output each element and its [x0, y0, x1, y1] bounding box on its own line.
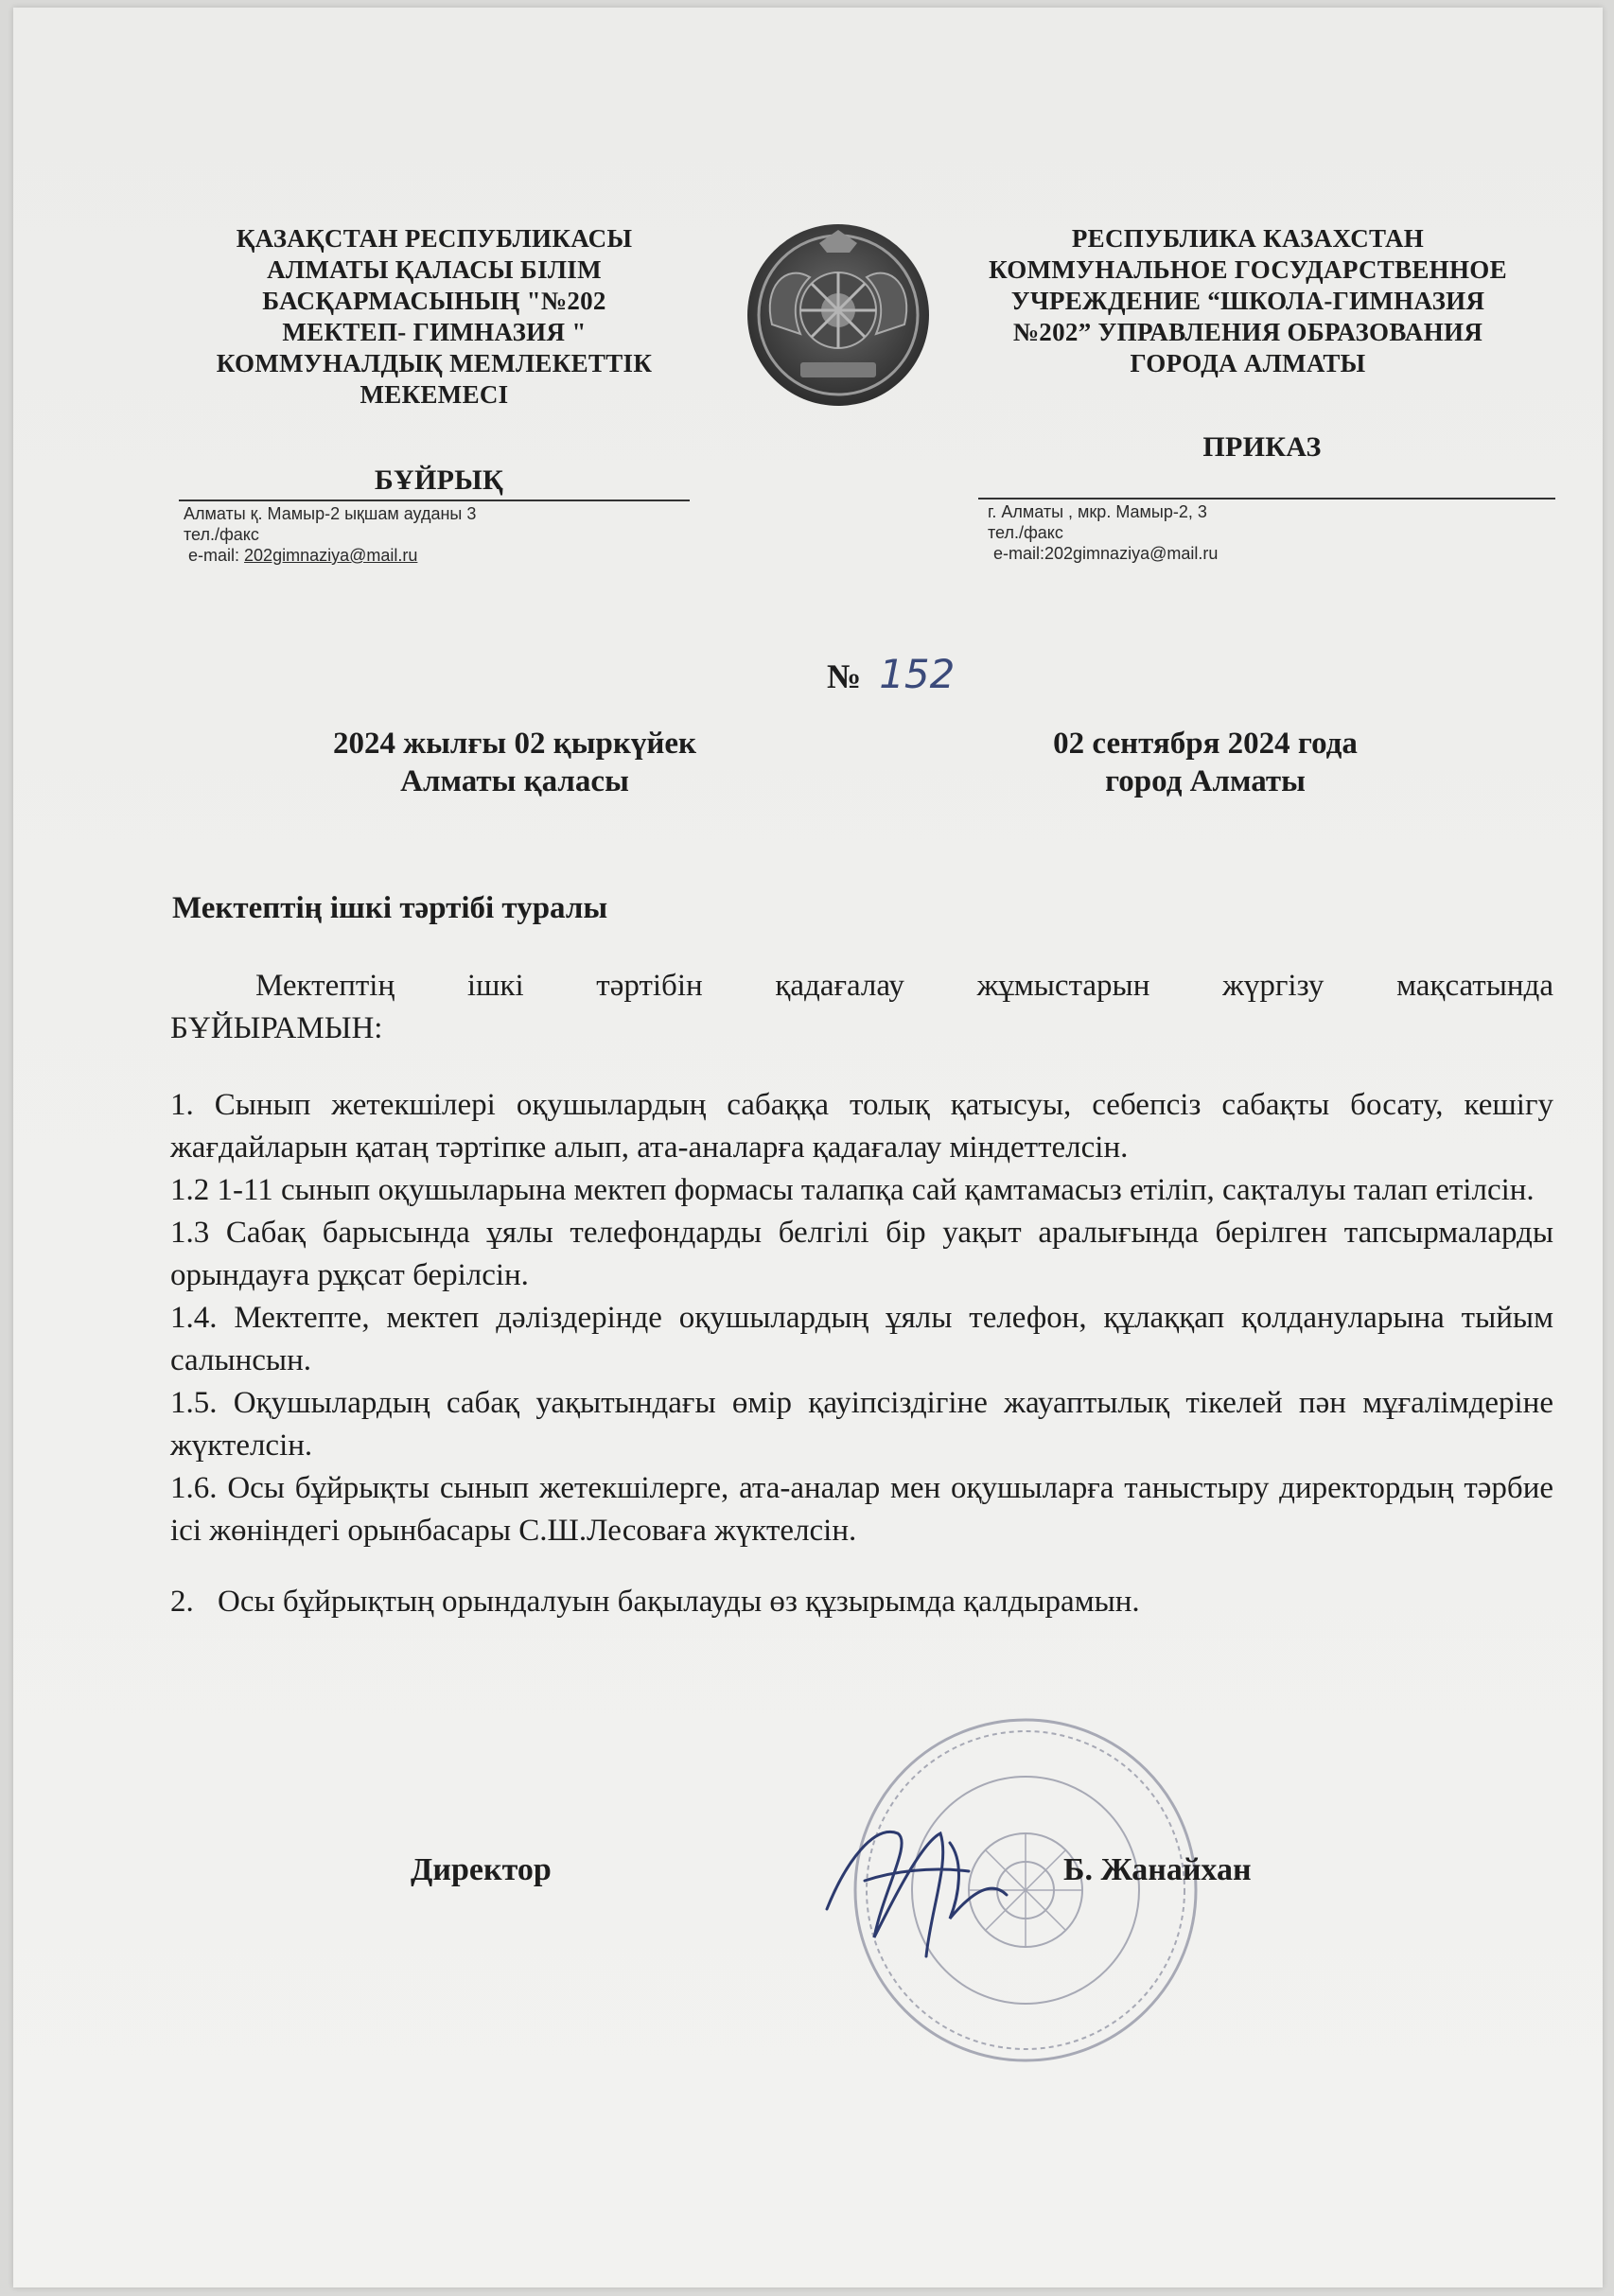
document-page — [13, 8, 1603, 2287]
address-kz-email-link[interactable]: 202gimnaziya@mail.ru — [244, 546, 418, 565]
order-item: 1.3 Сабақ барысында ұялы телефондарды белгілі бір уақыт аралығында берілген тапсырмаларды орындауға рұқсат берілсін. — [170, 1216, 1553, 1292]
header-kz — [174, 223, 694, 411]
order-number-label: № — [827, 657, 862, 695]
doc-type-ru: ПРИКАЗ — [1202, 431, 1322, 463]
date-kz-city: Алматы қаласы — [400, 764, 629, 798]
date-ru — [969, 725, 1442, 800]
order-body — [170, 965, 1553, 1623]
address-kz-email-row — [184, 545, 675, 566]
address-kz-email-label: e-mail: — [188, 546, 245, 565]
doc-type-kz: БҰЙРЫҚ — [374, 464, 504, 496]
header-kz-line: КОММУНАЛДЫҚ МЕМЛЕКЕТТІК — [216, 349, 653, 377]
date-ru-city: город Алматы — [1105, 764, 1306, 798]
signature-title: Директор — [411, 1852, 552, 1887]
address-kz-phone: тел./факс — [184, 525, 259, 544]
order-item: 1.5. Оқушылардың сабақ уақытындағы өмір қауіпсіздігіне жауаптылық тікелей пән мұғалімдеріне жүктелсін. — [170, 1386, 1553, 1463]
address-ru-phone: тел./факс — [988, 523, 1063, 542]
intro-text: Мектептің ішкі тәртібін қадағалау жұмыстарын жүргізу мақсатында — [255, 969, 1553, 1003]
order-number — [827, 651, 1073, 697]
state-emblem-icon — [744, 220, 933, 410]
state-emblem — [744, 220, 933, 410]
final-item — [170, 1581, 1553, 1623]
header-ru-line: УЧРЕЖДЕНИЕ “ШКОЛА-ГИМНАЗИЯ — [1010, 287, 1485, 315]
order-number-value: 152 — [879, 651, 956, 697]
intro-order-word: БҰЙЫРАМЫН: — [170, 1011, 383, 1045]
signature-name: Б. Жанайхан — [1063, 1852, 1252, 1887]
address-ru-email: e-mail:202gimnaziya@mail.ru — [993, 544, 1219, 563]
order-item: 1. Сынып жетекшілері оқушылардың сабаққа толық қатысуы, себепсіз сабақты босату, кешігу жағдайларын қатаң тәртіпке алып, ата-аналарға қадағалау міндеттелсін. — [170, 1088, 1553, 1165]
header-kz-line: ҚАЗАҚСТАН РЕСПУБЛИКАСЫ — [236, 224, 633, 253]
final-item-number: 2. — [170, 1585, 194, 1619]
intro-paragraph — [170, 965, 1553, 1008]
header-ru — [978, 223, 1518, 379]
header-kz-line: МЕКЕМЕСІ — [360, 380, 509, 409]
order-item: 1.6. Осы бұйрықты сынып жетекшілерге, ата-аналар мен оқушыларға таныстыру директордың тәрбие ісі жөніндегі орынбасары С.Ш.Лесоваға жүктелсін. — [170, 1471, 1553, 1548]
header-ru-line: ГОРОДА АЛМАТЫ — [1130, 349, 1366, 377]
header-ru-line: КОММУНАЛЬНОЕ ГОСУДАРСТВЕННОЕ — [989, 255, 1507, 284]
date-kz-date: 2024 жылғы 02 қыркүйек — [332, 727, 697, 761]
signature-scribble — [808, 1805, 1016, 1975]
address-ru — [988, 501, 1480, 564]
final-item-text: Осы бұйрықтың орындалуын бақылауды өз құзырымда қалдырамын. — [218, 1585, 1140, 1619]
header-rule-left — [179, 500, 690, 501]
address-kz-street: Алматы қ. Мамыр-2 ықшам ауданы 3 — [184, 504, 477, 523]
order-item: 1.4. Мектепте, мектеп дәліздерінде оқушылардың ұялы телефон, құлаққап қолдануларына тыйым салынсын. — [170, 1301, 1553, 1377]
date-ru-date: 02 сентября 2024 года — [1053, 727, 1358, 761]
address-ru-street: г. Алматы , мкр. Мамыр-2, 3 — [988, 502, 1207, 521]
header-kz-line: АЛМАТЫ ҚАЛАСЫ БІЛІМ — [267, 255, 602, 284]
subject: Мектептің ішкі тәртібі туралы — [172, 891, 608, 925]
order-item: 1.2 1-11 сынып оқушыларына мектеп формасы талапқа сай қамтамасыз етіліп, сақталуы талап етілсін. — [170, 1173, 1535, 1207]
address-kz — [184, 503, 675, 566]
header-rule-right — [978, 498, 1555, 500]
header-kz-line: БАСҚАРМАСЫНЫҢ "№202 — [262, 287, 606, 315]
header-ru-line: №202” УПРАВЛЕНИЯ ОБРАЗОВАНИЯ — [1012, 318, 1483, 346]
header-kz-line: МЕКТЕП- ГИМНАЗИЯ " — [282, 318, 587, 346]
date-kz — [259, 725, 770, 800]
header-ru-line: РЕСПУБЛИКА КАЗАХСТАН — [1071, 224, 1425, 253]
signature-icon — [808, 1805, 1016, 1975]
